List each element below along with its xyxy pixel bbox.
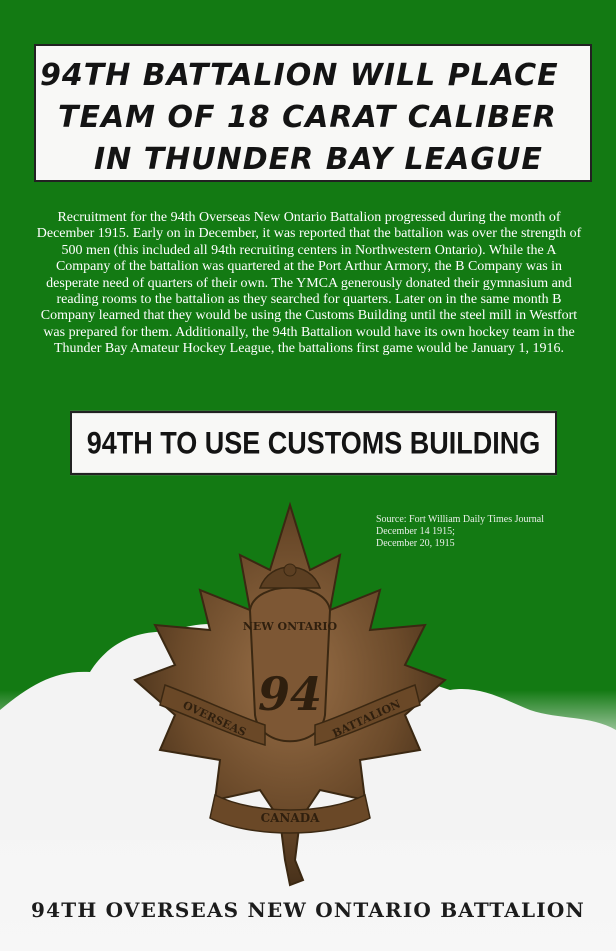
badge-right-scroll-text: BATTALION [330,697,403,741]
headline-line-2: TEAM OF 18 CARAT CALIBER [58,100,557,135]
source-line-2: December 14 1915; [376,526,455,537]
source-line-1: Source: Fort William Daily Times Journal [376,514,545,525]
badge-bottom-scroll-text: CANADA [260,811,320,825]
headline-hockey-team [34,44,592,182]
badge-left-scroll-text: OVERSEAS [180,698,249,740]
badge-top-arc-text: NEW ONTARIO [242,620,338,633]
body-paragraph: Recruitment for the 94th Overseas New Ontario Battalion progressed during the month of December 1915. Early on in December, it was reported that the battalion was over the strength of 500 men (this included all 94th recruiting centers in Northwestern Ontario). While the A Company of the battalion was quartered at the Port Arthur Armory, the B Company was in desperate need of quarters of their own. The YMCA generously donated their gymnasium and reading rooms to the battalion as they searched for quarters. Later on in the same month B Company learned that they would be using the Customs Building until the steel mill in Westfort was prepared for them. Additionally, the 94th Battalion would have its own hockey team in the Thunder Bay Amateur Hockey League, the battalions first game would be January 1, 1916. [36,210,582,357]
footer-title: 94TH OVERSEAS NEW ONTARIO BATTALION [31,898,585,922]
source-line-3: December 20, 1915 [376,538,455,549]
headline-line-3: IN THUNDER BAY LEAGUE [94,142,543,177]
badge-number-text: 94 [257,667,323,721]
headline-customs-building: 94TH TO USE CUSTOMS BUILDING [70,411,557,475]
maple-leaf-badge-icon [125,500,455,890]
headline-line-1: 94TH BATTALION WILL PLACE [40,58,559,93]
